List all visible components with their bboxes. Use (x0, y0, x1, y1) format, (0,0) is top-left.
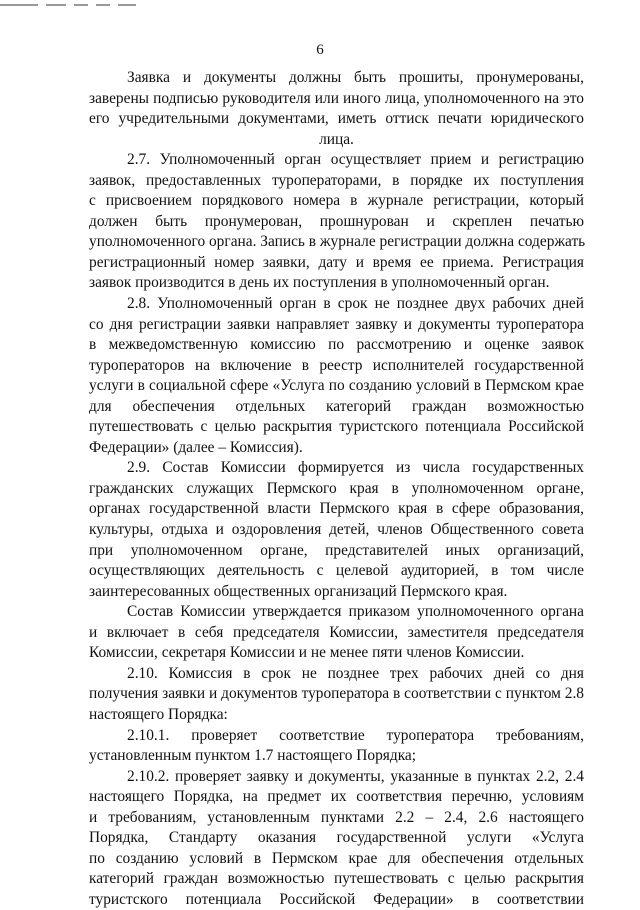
text-line: 2.7. Уполномоченный орган осуществляет прием и регистрацию (127, 151, 584, 169)
text-line: осуществляющих деятельность с целевой аудиторией, в том числе (89, 562, 584, 580)
text-line: по созданию условий в Пермском крае для обеспечения отдельных (89, 849, 584, 867)
text-line: органах государственной власти Пермского края в сфере образования, (89, 500, 584, 518)
page-number: 6 (316, 42, 324, 58)
text-line: туристского потенциала Российской Федерации» в соответствии (89, 890, 584, 908)
text-line: туроператоров на включение в реестр исполнителей государственной (89, 356, 584, 374)
text-line: 2.10. Комиссия в срок не позднее трех рабочих дней со дня (127, 664, 584, 682)
text-line: заявок, предоставленных туроператорами, в порядке их поступления (89, 171, 584, 189)
scan-edge-marks (0, 4, 136, 6)
text-line: 2.10.2. проверяет заявку и документы, указанные в пунктах 2.2, 2.4 (127, 767, 584, 785)
text-line: Заявка и документы должны быть прошиты, пронумерованы, (127, 69, 584, 86)
text-line: должен быть пронумерован, прошнурован и скреплен печатью (89, 212, 584, 230)
scan-mark (118, 4, 136, 6)
text-line: услуги в социальной сфере «Услуга по созданию условий в Пермском крае (89, 377, 584, 395)
text-line: культуры, отдыха и оздоровления детей, членов Общественного совета (89, 521, 584, 539)
text-line: для обеспечения отдельных категорий граждан возможностью (89, 397, 584, 415)
text-line: Комиссии, секретаря Комиссии и не менее пяти членов Комиссии. (89, 644, 525, 662)
text-line: Состав Комиссии утверждается приказом уполномоченного органа (127, 603, 584, 621)
text-line: гражданских служащих Пермского края в уполномоченном органе, (89, 479, 584, 497)
text-line: его учредительными документами, иметь оттиск печати юридического (89, 110, 584, 128)
scan-mark (0, 4, 38, 6)
text-line: и требованиям, установленным пунктами 2.2 – 2.4, 2.6 настоящего (89, 808, 584, 826)
document-body (89, 68, 584, 910)
text-line: лица. (319, 130, 354, 148)
text-line: 2.8. Уполномоченный орган в срок не позднее двух рабочих дней (127, 295, 584, 313)
text-line: в межведомственную комиссию по рассмотрению и оценке заявок (89, 336, 584, 354)
text-line: заинтересованных общественных организаций Пермского края. (89, 582, 508, 600)
text-line: со дня регистрации заявки направляет заявку и документы туроператора (89, 315, 584, 333)
text-line: Федерации» (далее – Комиссия). (89, 438, 303, 456)
text-line: и включает в себя председателя Комиссии, заместителя председателя (89, 623, 584, 641)
text-line: регистрационный номер заявки, дату и время ее приема. Регистрация (89, 253, 584, 271)
text-line: при уполномоченном органе, представителей иных организаций, (89, 541, 584, 559)
text-line: 2.10.1. проверяет соответствие туроператора требованиям, (127, 726, 584, 744)
scan-mark (46, 4, 66, 6)
text-line: заверены подписью руководителя или иного лица, уполномоченного на это (89, 89, 584, 107)
text-line: настоящего Порядка, на предмет их соответствия перечню, условиям (89, 788, 584, 806)
text-line: 2.9. Состав Комиссии формируется из числа государственных (127, 459, 584, 477)
text-line: категорий граждан возможностью путешествовать с целью раскрытия (89, 870, 584, 888)
text-line: Порядка, Стандарту оказания государственной услуги «Услуга (89, 829, 584, 847)
text-line: с присвоением порядкового номера в журнале регистрации, который (89, 192, 584, 210)
text-line: настоящего Порядка: (89, 705, 228, 723)
text-line: путешествовать с целью раскрытия туристского потенциала Российской (89, 418, 584, 436)
text-line: получения заявки и документов туроператора в соответствии с пунктом 2.8 (89, 685, 584, 703)
scan-mark (96, 4, 110, 6)
text-line: заявок производится в день их поступления в уполномоченный орган. (89, 274, 550, 292)
text-line: уполномоченного органа. Запись в журнале регистрации должна содержать (89, 233, 586, 251)
scan-mark (74, 4, 88, 6)
text-line: установленным пунктом 1.7 настоящего Порядка; (89, 747, 417, 765)
